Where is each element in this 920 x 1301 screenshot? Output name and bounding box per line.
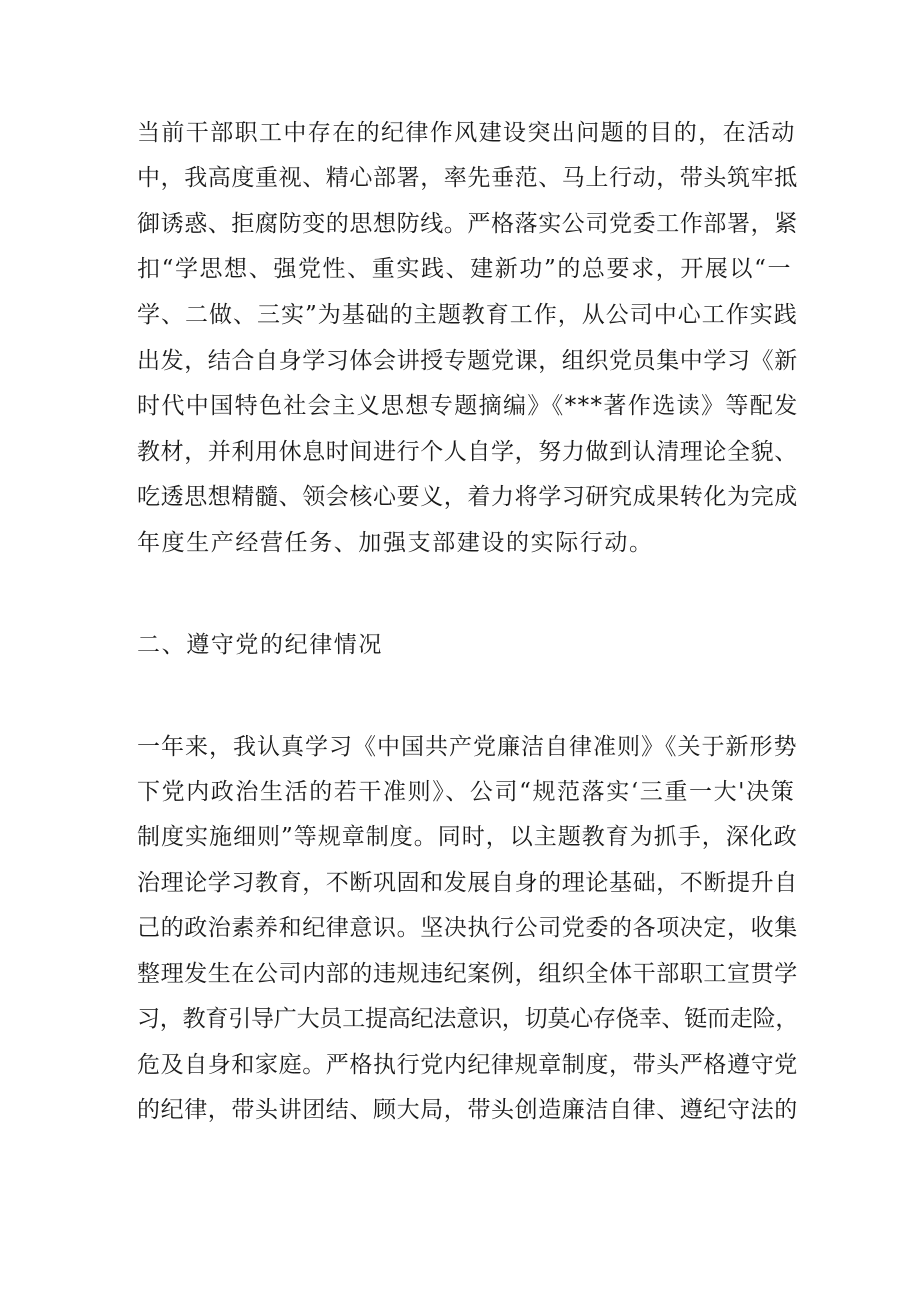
- paragraph-line: 出发，结合自身学习体会讲授专题党课，组织党员集中学习《新: [137, 348, 798, 374]
- paragraph-line: 治理论学习教育，不断巩固和发展自身的理论基础，不断提升自: [137, 870, 798, 896]
- paragraph-line: 年度生产经营任务、加强支部建设的实际行动。: [137, 530, 654, 556]
- paragraph-line: 当前干部职工中存在的纪律作风建设突出问题的目的，在活动: [137, 120, 796, 146]
- paragraph-line: 危及自身和家庭。严格执行党内纪律规章制度，带头严格遵守党: [137, 1052, 798, 1078]
- paragraph-line: 己的政治素养和纪律意识。坚决执行公司党委的各项决定，收集: [137, 915, 798, 941]
- paragraph-line: 中，我高度重视、精心部署，率先垂范、马上行动，带头筑牢抵: [137, 165, 798, 191]
- paragraph-line: 下党内政治生活的若干准则》、公司“规范落实‘三重一大'决策: [137, 779, 796, 805]
- paragraph-line: 习，教育引导广大员工提高纪法意识，切莫心存侥幸、铤而走险，: [137, 1006, 799, 1032]
- paragraph-line: 教材，并利用休息时间进行个人自学，努力做到认清理论全貌、: [137, 439, 798, 465]
- paragraph-line: 的纪律，带头讲团结、顾大局，带头创造廉洁自律、遵纪守法的: [137, 1097, 798, 1123]
- paragraph-line: 整理发生在公司内部的违规违纪案例，组织全体干部职工宣贯学: [137, 961, 798, 987]
- paragraph-line: 御诱惑、拒腐防变的思想防线。严格落实公司党委工作部署，紧: [137, 211, 798, 237]
- paragraph-line: 学、二做、三实”为基础的主题教育工作，从公司中心工作实践: [137, 302, 798, 328]
- section-heading: 二、遵守党的纪律情况: [137, 632, 383, 658]
- paragraph-line: 扣“学思想、强党性、重实践、建新功”的总要求，开展以“一: [137, 256, 793, 282]
- paragraph-line: 制度实施细则”等规章制度。同时，以主题教育为抓手，深化政: [137, 824, 798, 850]
- paragraph-line: 吃透思想精髓、领会核心要义，着力将学习研究成果转化为完成: [137, 484, 798, 510]
- paragraph-line: 时代中国特色社会主义思想专题摘编》《***著作选读》等配发: [137, 393, 799, 419]
- paragraph-line: 一年来，我认真学习《中国共产党廉洁自律准则》《关于新形势: [137, 734, 798, 760]
